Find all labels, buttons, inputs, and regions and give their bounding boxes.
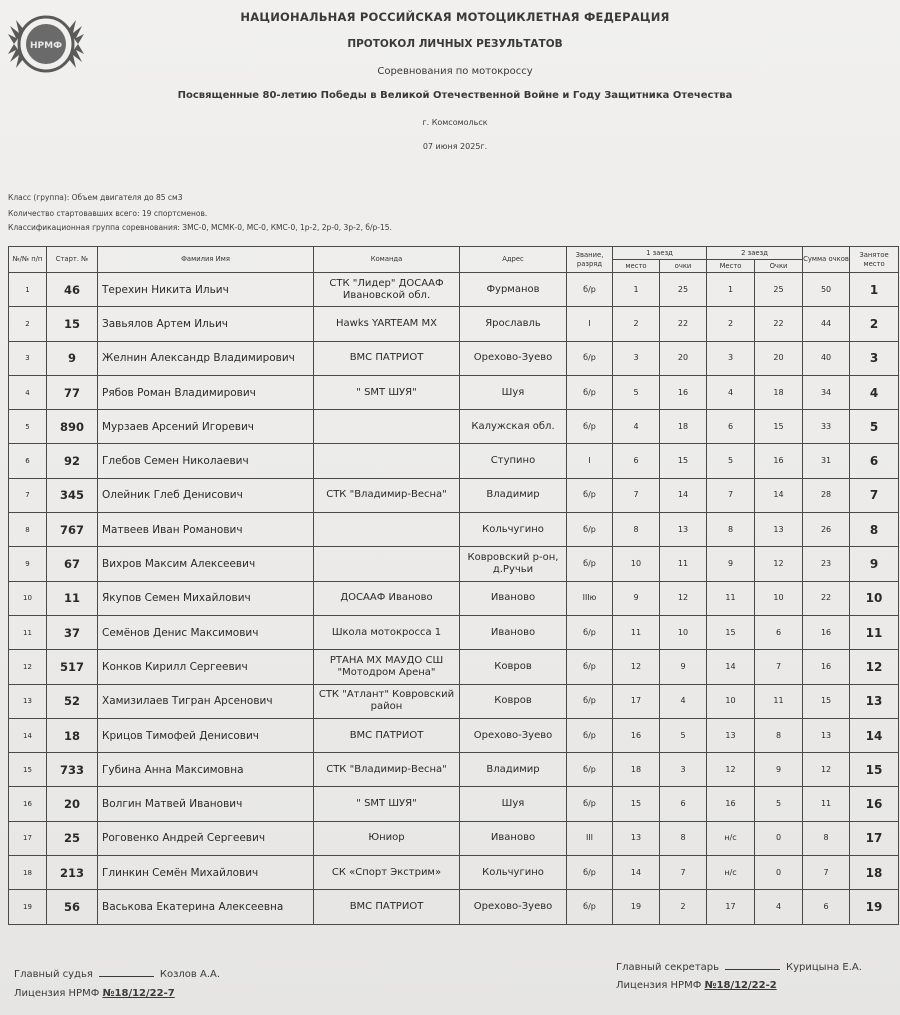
start-number-cell: 25: [47, 821, 98, 855]
final-place-cell: 18: [850, 856, 899, 890]
race1-points-cell: 20: [660, 341, 707, 375]
rank-cell: б/р: [567, 410, 613, 444]
address-cell: Орехово-Зуево: [460, 341, 567, 375]
race2-place-cell: 11: [707, 581, 755, 615]
rank-cell: б/р: [567, 718, 613, 752]
sum-points-cell: 15: [803, 684, 850, 718]
row-number-cell: 2: [9, 307, 47, 341]
dedication-line: Посвященные 80-летию Победы в Великой Отечественной Войне и Году Защитника Отечества: [177, 90, 733, 101]
race2-place-cell: 12: [707, 753, 755, 787]
race1-points-cell: 25: [660, 273, 707, 307]
race2-place-cell: 15: [707, 615, 755, 649]
athlete-name-cell: Крицов Тимофей Денисович: [98, 718, 314, 752]
sum-points-cell: 16: [803, 650, 850, 684]
date-line: 07 июня 2025г.: [422, 142, 488, 151]
col-header-race1-points: очки: [660, 260, 707, 273]
race1-place-cell: 14: [613, 856, 660, 890]
race2-place-cell: 7: [707, 478, 755, 512]
start-number-cell: 11: [47, 581, 98, 615]
judge-license-line: [14, 988, 175, 999]
address-cell: Ступино: [460, 444, 567, 478]
team-name-cell: СТК "Лидер" ДОСААФ Ивановской обл.: [314, 273, 460, 307]
results-body: [9, 273, 899, 925]
athlete-name-cell: Завьялов Артем Ильич: [98, 307, 314, 341]
col-header-race1-place: место: [613, 260, 660, 273]
row-number-cell: 6: [9, 444, 47, 478]
race2-points-cell: 18: [755, 375, 803, 409]
race2-place-cell: 3: [707, 341, 755, 375]
final-place-cell: 7: [850, 478, 899, 512]
col-header-race1: 1 заезд: [613, 247, 707, 260]
final-place-cell: 2: [850, 307, 899, 341]
sum-points-cell: 44: [803, 307, 850, 341]
table-row: [9, 684, 899, 718]
race2-place-cell: 16: [707, 787, 755, 821]
row-number-cell: 10: [9, 581, 47, 615]
race2-place-cell: н/с: [707, 821, 755, 855]
final-place-cell: 19: [850, 890, 899, 924]
race1-place-cell: 16: [613, 718, 660, 752]
race1-place-cell: 11: [613, 615, 660, 649]
table-row: [9, 650, 899, 684]
race1-place-cell: 15: [613, 787, 660, 821]
team-name-cell: [314, 444, 460, 478]
sum-points-cell: 33: [803, 410, 850, 444]
row-number-cell: 4: [9, 375, 47, 409]
sum-points-cell: 23: [803, 547, 850, 581]
team-name-cell: ВМС ПАТРИОТ: [314, 718, 460, 752]
race1-points-cell: 13: [660, 513, 707, 547]
judge-license-number: №18/12/22-7: [102, 988, 175, 999]
rank-cell: III: [567, 821, 613, 855]
table-row: [9, 615, 899, 649]
table-row: [9, 375, 899, 409]
protocol-title: ПРОТОКОЛ ЛИЧНЫХ РЕЗУЛЬТАТОВ: [347, 38, 563, 50]
secretary-license-line: [616, 980, 777, 991]
start-number-cell: 767: [47, 513, 98, 547]
team-name-cell: ДОСААФ Иваново: [314, 581, 460, 615]
col-header-no: №/№ п/п: [9, 247, 47, 273]
secretary-signature-line: [725, 969, 780, 970]
sum-points-cell: 11: [803, 787, 850, 821]
final-place-cell: 17: [850, 821, 899, 855]
final-place-cell: 9: [850, 547, 899, 581]
team-name-cell: Hawks YARTEAM MX: [314, 307, 460, 341]
team-name-cell: [314, 410, 460, 444]
athlete-name-cell: Терехин Никита Ильич: [98, 273, 314, 307]
table-row: [9, 410, 899, 444]
classification-line: Классификационная группа соревнования: ЗМС-0, МСМК-0, МС-0, КМС-0, 1р-2, 2р-0, 3р-2, б/р-15.: [8, 223, 392, 232]
address-cell: Иваново: [460, 821, 567, 855]
race1-points-cell: 12: [660, 581, 707, 615]
team-name-cell: [314, 513, 460, 547]
race1-points-cell: 22: [660, 307, 707, 341]
start-number-cell: 56: [47, 890, 98, 924]
athlete-name-cell: Якупов Семен Михайлович: [98, 581, 314, 615]
col-header-race2: 2 заезд: [707, 247, 803, 260]
sum-points-cell: 13: [803, 718, 850, 752]
race2-place-cell: 1: [707, 273, 755, 307]
race2-points-cell: 6: [755, 615, 803, 649]
col-header-name: Фамилия Имя: [98, 247, 314, 273]
row-number-cell: 3: [9, 341, 47, 375]
col-header-address: Адрес: [460, 247, 567, 273]
race1-place-cell: 10: [613, 547, 660, 581]
sum-points-cell: 6: [803, 890, 850, 924]
race1-points-cell: 8: [660, 821, 707, 855]
start-number-cell: 92: [47, 444, 98, 478]
table-row: [9, 753, 899, 787]
address-cell: Ковров: [460, 650, 567, 684]
sum-points-cell: 22: [803, 581, 850, 615]
race2-place-cell: 13: [707, 718, 755, 752]
athlete-name-cell: Желнин Александр Владимирович: [98, 341, 314, 375]
address-cell: Фурманов: [460, 273, 567, 307]
table-row: [9, 856, 899, 890]
final-place-cell: 5: [850, 410, 899, 444]
sum-points-cell: 40: [803, 341, 850, 375]
athlete-name-cell: Вихров Максим Алексеевич: [98, 547, 314, 581]
team-name-cell: ВМС ПАТРИОТ: [314, 890, 460, 924]
start-number-cell: 733: [47, 753, 98, 787]
address-cell: Кольчугино: [460, 856, 567, 890]
chief-secretary-name: Курицына Е.А.: [786, 962, 862, 973]
final-place-cell: 6: [850, 444, 899, 478]
sum-points-cell: 28: [803, 478, 850, 512]
race2-points-cell: 12: [755, 547, 803, 581]
race1-points-cell: 15: [660, 444, 707, 478]
race1-points-cell: 14: [660, 478, 707, 512]
final-place-cell: 8: [850, 513, 899, 547]
race2-points-cell: 15: [755, 410, 803, 444]
row-number-cell: 16: [9, 787, 47, 821]
race2-place-cell: 6: [707, 410, 755, 444]
secretary-license-label: Лицензия НРМФ: [616, 980, 702, 991]
results-table: [8, 246, 899, 925]
race2-points-cell: 9: [755, 753, 803, 787]
final-place-cell: 4: [850, 375, 899, 409]
row-number-cell: 15: [9, 753, 47, 787]
start-number-cell: 890: [47, 410, 98, 444]
athlete-name-cell: Роговенко Андрей Сергеевич: [98, 821, 314, 855]
race2-points-cell: 14: [755, 478, 803, 512]
team-name-cell: СК «Спорт Экстрим»: [314, 856, 460, 890]
rank-cell: б/р: [567, 650, 613, 684]
race1-place-cell: 6: [613, 444, 660, 478]
rank-cell: б/р: [567, 375, 613, 409]
final-place-cell: 15: [850, 753, 899, 787]
athlete-name-cell: Глебов Семен Николаевич: [98, 444, 314, 478]
race1-points-cell: 16: [660, 375, 707, 409]
row-number-cell: 1: [9, 273, 47, 307]
sum-points-cell: 34: [803, 375, 850, 409]
rank-cell: б/р: [567, 787, 613, 821]
col-header-start: Старт. №: [47, 247, 98, 273]
rank-cell: б/р: [567, 753, 613, 787]
athlete-name-cell: Губина Анна Максимовна: [98, 753, 314, 787]
row-number-cell: 18: [9, 856, 47, 890]
final-place-cell: 13: [850, 684, 899, 718]
team-name-cell: Школа мотокросса 1: [314, 615, 460, 649]
sum-points-cell: 12: [803, 753, 850, 787]
city-line: г. Комсомольск: [422, 118, 488, 127]
logo-text: НРМФ: [29, 41, 63, 51]
table-row: [9, 821, 899, 855]
row-number-cell: 14: [9, 718, 47, 752]
race2-place-cell: 2: [707, 307, 755, 341]
rank-cell: IIIю: [567, 581, 613, 615]
team-name-cell: [314, 547, 460, 581]
race2-place-cell: 10: [707, 684, 755, 718]
athlete-name-cell: Мурзаев Арсений Игоревич: [98, 410, 314, 444]
race1-place-cell: 8: [613, 513, 660, 547]
race2-points-cell: 22: [755, 307, 803, 341]
table-row: [9, 581, 899, 615]
sum-points-cell: 26: [803, 513, 850, 547]
race2-points-cell: 4: [755, 890, 803, 924]
team-name-cell: СТК "Владимир-Весна": [314, 753, 460, 787]
judge-license-label: Лицензия НРМФ: [14, 988, 100, 999]
race1-points-cell: 6: [660, 787, 707, 821]
race2-points-cell: 0: [755, 856, 803, 890]
row-number-cell: 13: [9, 684, 47, 718]
start-number-cell: 15: [47, 307, 98, 341]
sum-points-cell: 50: [803, 273, 850, 307]
table-row: [9, 307, 899, 341]
chief-secretary-line: [616, 962, 862, 973]
athlete-name-cell: Глинкин Семён Михайлович: [98, 856, 314, 890]
team-name-cell: " SMT ШУЯ": [314, 787, 460, 821]
start-number-cell: 52: [47, 684, 98, 718]
row-number-cell: 19: [9, 890, 47, 924]
table-row: [9, 547, 899, 581]
table-row: [9, 341, 899, 375]
race1-place-cell: 4: [613, 410, 660, 444]
race1-points-cell: 9: [660, 650, 707, 684]
race2-points-cell: 13: [755, 513, 803, 547]
address-cell: Ковровский р-он, д.Ручьи: [460, 547, 567, 581]
race2-place-cell: 5: [707, 444, 755, 478]
count-line: Количество стартовавших всего: 19 спортсменов.: [8, 209, 208, 218]
address-cell: Иваново: [460, 615, 567, 649]
row-number-cell: 17: [9, 821, 47, 855]
start-number-cell: 77: [47, 375, 98, 409]
final-place-cell: 11: [850, 615, 899, 649]
rank-cell: б/р: [567, 273, 613, 307]
final-place-cell: 12: [850, 650, 899, 684]
race2-place-cell: 8: [707, 513, 755, 547]
final-place-cell: 16: [850, 787, 899, 821]
race2-points-cell: 7: [755, 650, 803, 684]
start-number-cell: 345: [47, 478, 98, 512]
start-number-cell: 37: [47, 615, 98, 649]
athlete-name-cell: Волгин Матвей Иванович: [98, 787, 314, 821]
team-name-cell: СТК "Владимир-Весна": [314, 478, 460, 512]
start-number-cell: 213: [47, 856, 98, 890]
table-row: [9, 444, 899, 478]
address-cell: Орехово-Зуево: [460, 718, 567, 752]
final-place-cell: 14: [850, 718, 899, 752]
rank-cell: б/р: [567, 890, 613, 924]
race1-place-cell: 7: [613, 478, 660, 512]
table-row: [9, 273, 899, 307]
race2-place-cell: 17: [707, 890, 755, 924]
start-number-cell: 20: [47, 787, 98, 821]
rank-cell: б/р: [567, 684, 613, 718]
team-name-cell: СТК "Атлант" Ковровский район: [314, 684, 460, 718]
race2-points-cell: 10: [755, 581, 803, 615]
start-number-cell: 9: [47, 341, 98, 375]
race1-place-cell: 1: [613, 273, 660, 307]
race2-points-cell: 5: [755, 787, 803, 821]
sum-points-cell: 16: [803, 615, 850, 649]
athlete-name-cell: Рябов Роман Владимирович: [98, 375, 314, 409]
race1-place-cell: 9: [613, 581, 660, 615]
sum-points-cell: 7: [803, 856, 850, 890]
race1-points-cell: 3: [660, 753, 707, 787]
table-row: [9, 718, 899, 752]
judge-signature-line: [99, 976, 154, 977]
col-header-race2-points: Очки: [755, 260, 803, 273]
start-number-cell: 517: [47, 650, 98, 684]
race1-points-cell: 2: [660, 890, 707, 924]
address-cell: Ярославль: [460, 307, 567, 341]
athlete-name-cell: Хамизилаев Тигран Арсенович: [98, 684, 314, 718]
row-number-cell: 5: [9, 410, 47, 444]
col-header-rank: Звание, разряд: [567, 247, 613, 273]
address-cell: Калужская обл.: [460, 410, 567, 444]
race1-place-cell: 12: [613, 650, 660, 684]
rank-cell: I: [567, 307, 613, 341]
team-name-cell: РТАНА МХ МАУДО СШ "Мотодром Арена": [314, 650, 460, 684]
race1-place-cell: 13: [613, 821, 660, 855]
race2-place-cell: н/с: [707, 856, 755, 890]
row-number-cell: 9: [9, 547, 47, 581]
address-cell: Шуя: [460, 375, 567, 409]
table-row: [9, 478, 899, 512]
secretary-license-number: №18/12/22-2: [704, 980, 777, 991]
race1-place-cell: 3: [613, 341, 660, 375]
col-header-sum: Сумма очков: [803, 247, 850, 273]
race1-place-cell: 2: [613, 307, 660, 341]
rank-cell: б/р: [567, 341, 613, 375]
address-cell: Кольчугино: [460, 513, 567, 547]
start-number-cell: 67: [47, 547, 98, 581]
start-number-cell: 46: [47, 273, 98, 307]
row-number-cell: 11: [9, 615, 47, 649]
chief-judge-label: Главный судья: [14, 969, 93, 980]
team-name-cell: Юниор: [314, 821, 460, 855]
federation-title: НАЦИОНАЛЬНАЯ РОССИЙСКАЯ МОТОЦИКЛЕТНАЯ ФЕДЕРАЦИЯ: [240, 10, 670, 24]
race2-points-cell: 16: [755, 444, 803, 478]
start-number-cell: 18: [47, 718, 98, 752]
rank-cell: б/р: [567, 547, 613, 581]
race1-place-cell: 19: [613, 890, 660, 924]
athlete-name-cell: Конков Кирилл Сергеевич: [98, 650, 314, 684]
col-header-race2-place: Место: [707, 260, 755, 273]
race1-place-cell: 18: [613, 753, 660, 787]
final-place-cell: 3: [850, 341, 899, 375]
race1-points-cell: 18: [660, 410, 707, 444]
race2-points-cell: 20: [755, 341, 803, 375]
chief-secretary-label: Главный секретарь: [616, 962, 720, 973]
athlete-name-cell: Олейник Глеб Денисович: [98, 478, 314, 512]
race2-place-cell: 4: [707, 375, 755, 409]
race2-place-cell: 14: [707, 650, 755, 684]
row-number-cell: 8: [9, 513, 47, 547]
chief-judge-line: [14, 969, 220, 980]
table-row: [9, 890, 899, 924]
team-name-cell: ВМС ПАТРИОТ: [314, 341, 460, 375]
table-row: [9, 513, 899, 547]
final-place-cell: 1: [850, 273, 899, 307]
race1-place-cell: 17: [613, 684, 660, 718]
rank-cell: б/р: [567, 856, 613, 890]
race1-points-cell: 10: [660, 615, 707, 649]
rank-cell: б/р: [567, 478, 613, 512]
race2-points-cell: 8: [755, 718, 803, 752]
class-line: Класс (группа): Объем двигателя до 85 см3: [8, 193, 183, 202]
race2-place-cell: 9: [707, 547, 755, 581]
address-cell: Шуя: [460, 787, 567, 821]
team-name-cell: " SMT ШУЯ": [314, 375, 460, 409]
address-cell: Владимир: [460, 478, 567, 512]
final-place-cell: 10: [850, 581, 899, 615]
address-cell: Владимир: [460, 753, 567, 787]
address-cell: Ковров: [460, 684, 567, 718]
table-row: [9, 787, 899, 821]
sum-points-cell: 31: [803, 444, 850, 478]
race1-place-cell: 5: [613, 375, 660, 409]
address-cell: Орехово-Зуево: [460, 890, 567, 924]
athlete-name-cell: Матвеев Иван Романович: [98, 513, 314, 547]
race1-points-cell: 4: [660, 684, 707, 718]
race1-points-cell: 7: [660, 856, 707, 890]
col-header-team: Команда: [314, 247, 460, 273]
race2-points-cell: 25: [755, 273, 803, 307]
race1-points-cell: 11: [660, 547, 707, 581]
sum-points-cell: 8: [803, 821, 850, 855]
athlete-name-cell: Семёнов Денис Максимович: [98, 615, 314, 649]
chief-judge-name: Козлов А.А.: [159, 969, 221, 980]
rank-cell: I: [567, 444, 613, 478]
race1-points-cell: 5: [660, 718, 707, 752]
race2-points-cell: 0: [755, 821, 803, 855]
address-cell: Иваново: [460, 581, 567, 615]
race2-points-cell: 11: [755, 684, 803, 718]
competition-title: Соревнования по мотокроссу: [377, 66, 533, 77]
rank-cell: б/р: [567, 615, 613, 649]
rank-cell: б/р: [567, 513, 613, 547]
col-header-place: Занятое место: [850, 247, 899, 273]
row-number-cell: 7: [9, 478, 47, 512]
row-number-cell: 12: [9, 650, 47, 684]
athlete-name-cell: Васькова Екатерина Алексеевна: [98, 890, 314, 924]
